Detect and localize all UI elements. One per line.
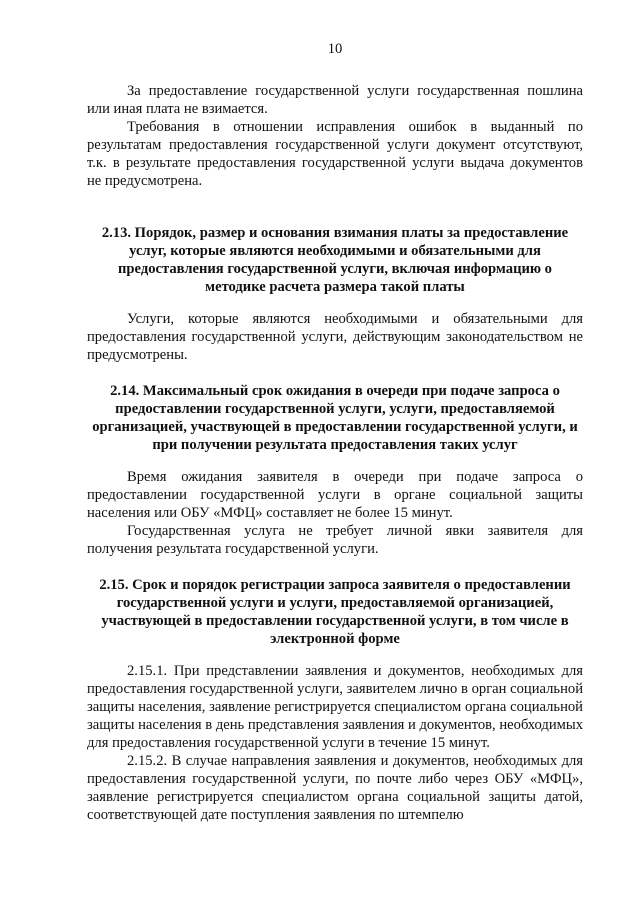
paragraph-2-15-1: 2.15.1. При представлении заявления и документов, необходимых для предоставления государственной услуги, заявителем лично в орган социальной защиты населения, заявление регистрируется специалистом органа социальной защиты населения в день представления заявления и документов, необходимых для предоставления государственной услуги в течение 15 минут. — [87, 663, 584, 751]
section-heading-2-13: 2.13. Порядок, размер и основания взимания платы за предоставление услуг, которые являются необходимыми и обязательными для предоставления государственной услуги, включая информацию о методике расчета размера такой платы — [101, 225, 569, 295]
paragraph-required-services: Услуги, которые являются необходимыми и обязательными для предоставления государственной услуги, действующим законодательством не предусмотрены. — [87, 311, 583, 363]
paragraph-2-15-2: 2.15.2. В случае направления заявления и документов, необходимых для предоставления государственной услуги, по почте либо через ОБУ «МФЦ», заявление регистрируется специалистом органа социальной защиты датой, соответствующей дате поступления заявления по штемпелю — [87, 753, 583, 823]
section-heading-2-15: 2.15. Срок и порядок регистрации запроса заявителя о предоставлении государственной услуги и услуги, предоставляемой организацией, участвующей в предоставлении государственной услуги, в том числе в электронной форме — [99, 577, 571, 647]
paragraph-personal-presence: Государственная услуга не требует личной явки заявителя для получения результата государственной услуги. — [87, 523, 583, 557]
paragraph-error-correction: Требования в отношении исправления ошибок в выданный по результатам предоставления государственной услуги документ отсутствуют, т.к. в результате предоставления государственной услуги выдача документов не предусмотрена. — [87, 119, 583, 189]
section-heading-2-14: 2.14. Максимальный срок ожидания в очереди при подаче запроса о предоставлении государственной услуги, услуги, предоставляемой организацией, участвующей в предоставлении государственной услуги, и при получении результата предоставления таких услуг — [92, 383, 578, 453]
page-number: 10 — [327, 41, 343, 57]
paragraph-queue-time: Время ожидания заявителя в очереди при подаче запроса о предоставлении государственной услуги в органе социальной защиты населения или ОБУ «МФЦ» составляет не более 15 минут. — [87, 469, 583, 521]
paragraph-fee: За предоставление государственной услуги государственная пошлина или иная плата не взимается. — [87, 83, 583, 117]
